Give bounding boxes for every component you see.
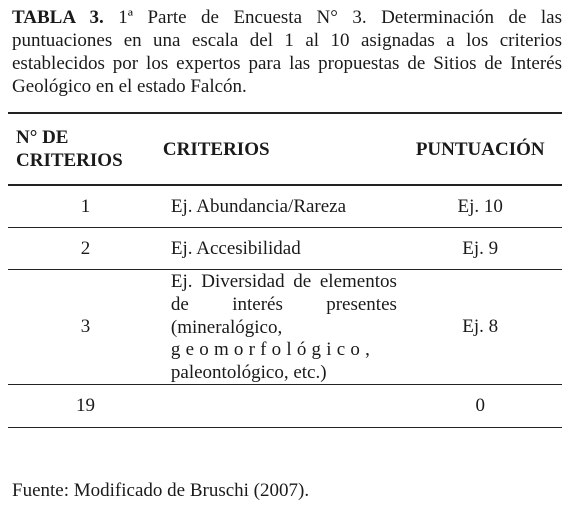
cell-criterio: Ej. Abundancia/Rareza bbox=[170, 195, 347, 217]
cell-criterio bbox=[163, 270, 399, 385]
header-num-criterios: N° DE CRITERIOS bbox=[16, 127, 123, 171]
table-caption bbox=[12, 6, 562, 98]
table-row bbox=[8, 270, 562, 385]
table-row bbox=[8, 228, 562, 270]
header-puntuacion: PUNTUACIÓN bbox=[415, 138, 545, 160]
cell-num: 2 bbox=[80, 237, 91, 259]
survey-table bbox=[8, 112, 562, 428]
cell-criterio: Ej. Accesibilidad bbox=[170, 237, 301, 259]
table-header-row bbox=[8, 113, 562, 185]
cell-puntuacion: Ej. 9 bbox=[462, 237, 499, 259]
cell-criterio bbox=[163, 385, 399, 428]
cell-puntuacion: Ej. 10 bbox=[457, 195, 503, 217]
criterio-text-lead: Ej. Diversidad de elementos de interés presentes (mineralógico, bbox=[170, 271, 397, 338]
cell-num: 3 bbox=[80, 316, 91, 337]
criterio-text-spaced: geomorfológico, bbox=[170, 339, 376, 360]
header-criterios: CRITERIOS bbox=[162, 138, 270, 160]
table-row bbox=[8, 385, 562, 428]
table-label: TABLA 3. bbox=[12, 7, 104, 28]
cell-puntuacion: 0 bbox=[475, 395, 485, 416]
cell-puntuacion: Ej. 8 bbox=[462, 316, 499, 337]
cell-num: 19 bbox=[75, 395, 95, 416]
caption-text: 1ª Parte de Encuesta N° 3. Determinación de las puntuaciones en una escala del 1 al 10 asignadas a los criterios establecidos por los expertos para las propuestas de Sitios de Interés Geológico en el estado Falcón. bbox=[12, 7, 562, 97]
cell-num: 1 bbox=[80, 195, 91, 217]
table-row bbox=[8, 185, 562, 228]
source-note: Fuente: Modificado de Bruschi (2007). bbox=[12, 480, 310, 501]
criterio-text-tail: paleontológico, etc.) bbox=[170, 362, 327, 383]
